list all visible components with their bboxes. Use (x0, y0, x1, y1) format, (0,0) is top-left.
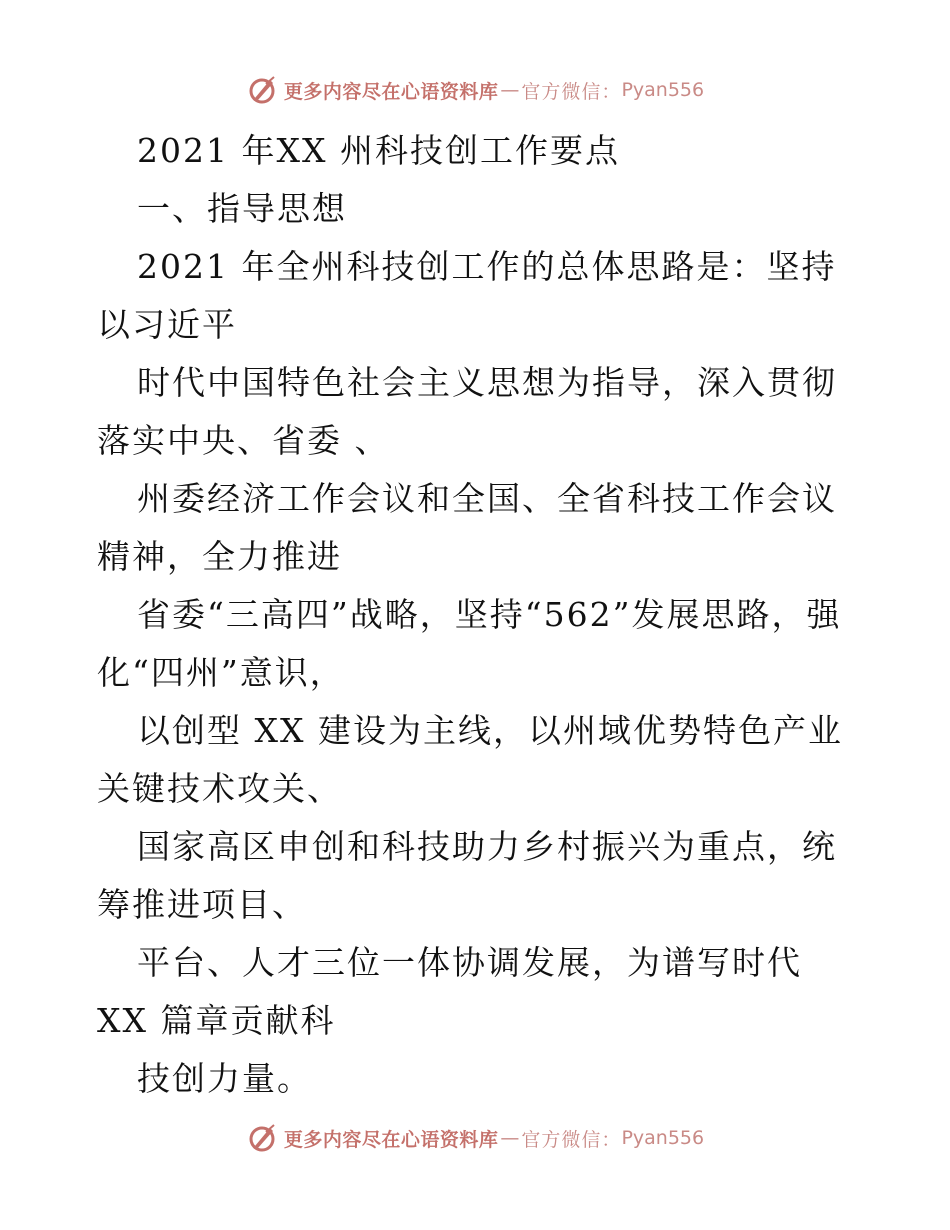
watermark-wechat-id: Pyan556 (621, 79, 705, 101)
paragraph: 以创型 XX 建设为主线，以州域优势特色产业关键技术攻关、 (97, 711, 843, 808)
section-heading: 一、指导思想 (137, 189, 347, 228)
watermark-label: 官方微信： (521, 1128, 622, 1151)
watermark-dash: — (500, 79, 520, 101)
document-body (97, 122, 857, 1108)
quill-circle-icon (246, 1122, 278, 1154)
header-watermark (0, 70, 950, 110)
footer-watermark (0, 1118, 950, 1158)
paragraph: 时代中国特色社会主义思想为指导，深入贯彻落实中央、省委 、 (97, 363, 837, 460)
watermark-label: 官方微信： (521, 80, 622, 103)
quill-circle-icon (246, 74, 278, 106)
watermark-wechat-id: Pyan556 (621, 1127, 705, 1149)
watermark-brand: 更多内容尽在心语资料库 (283, 80, 499, 103)
paragraph: 技创力量。 (137, 1059, 312, 1098)
watermark-brand: 更多内容尽在心语资料库 (283, 1128, 499, 1151)
paragraph: 国家高区申创和科技助力乡村振兴为重点，统筹推进项目、 (97, 827, 837, 924)
watermark-dash: — (500, 1127, 520, 1149)
paragraph: 2021 年全州科技创工作的总体思路是：坚持以习近平 (97, 247, 837, 344)
paragraph: 省委“三高四”战略，坚持“562”发展思路，强化“四州”意识， (97, 595, 842, 692)
paragraph: 州委经济工作会议和全国、全省科技工作会议精神，全力推进 (97, 479, 837, 576)
document-title: 2021 年XX 州科技创工作要点 (137, 131, 620, 170)
paragraph: 平台、人才三位一体协调发展，为谱写时代 XX 篇章贡献科 (97, 943, 802, 1040)
